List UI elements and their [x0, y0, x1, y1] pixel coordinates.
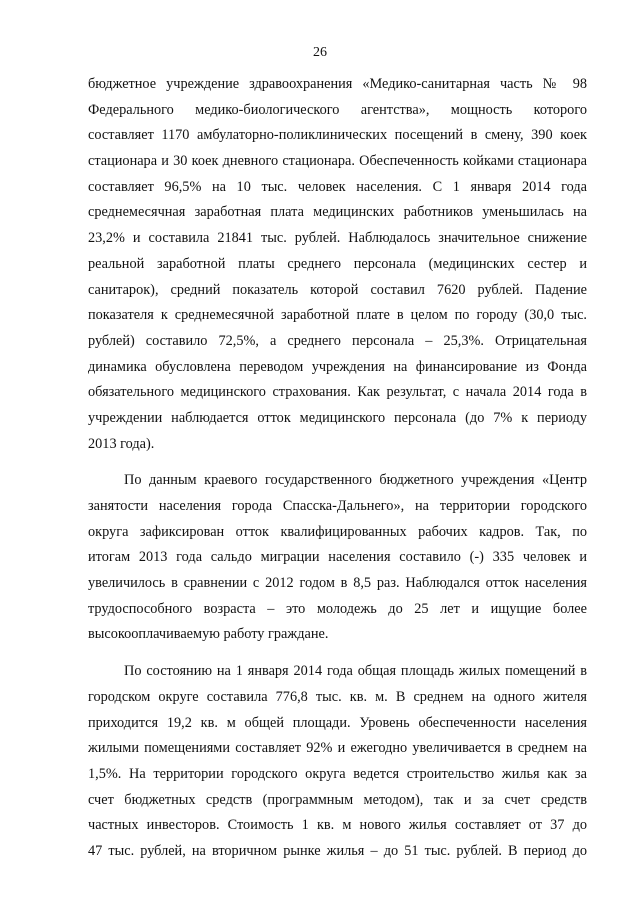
text-line: 2013 года).	[88, 435, 155, 452]
paragraph-employment-center	[88, 468, 587, 648]
text-line: итогам 2013 года сальдо миграции населения составило (-) 335 человек и	[88, 549, 587, 566]
text-line: обязательного медицинского страхования. Как результат, с начала 2014 года в	[88, 384, 587, 401]
text-line: жилыми помещениями составляет 92% и ежегодно увеличивается в среднем на	[88, 740, 587, 757]
text-line: составляет 96,5% на 10 тыс. человек населения. С 1 января 2014 года	[88, 178, 587, 195]
text-line: динамика обусловлена переводом учреждения на финансирование из Фонда	[88, 358, 587, 375]
text-line: реальной заработной платы среднего персонала (медицинских сестер и	[88, 255, 587, 272]
text-line: городском округе составила 776,8 тыс. кв. м. В среднем на одного жителя	[88, 688, 587, 705]
text-line: увеличилось в сравнении с 2012 годом в 8,5 раз. Наблюдался отток населения	[88, 575, 587, 592]
body-text	[88, 72, 587, 865]
text-line: высокооплачиваемую работу граждане.	[88, 626, 329, 643]
text-line: 1,5%. На территории городского округа ведется строительство жилья как за	[88, 765, 587, 782]
text-line: составляет 1170 амбулаторно-поликлинических посещений в смену, 390 коек	[88, 127, 587, 144]
text-line: округа зафиксирован отток квалифицированных рабочих кадров. Так, по	[88, 523, 587, 540]
text-line: Федерального медико-биологического агентства», мощность которого	[88, 101, 587, 118]
text-line: приходится 19,2 кв. м общей площади. Уровень обеспеченности населения	[88, 714, 587, 731]
text-line: стационара и 30 коек дневного стационара. Обеспеченность койками стационара	[88, 153, 587, 170]
paragraph-gap	[88, 648, 587, 659]
page-number: 26	[313, 45, 327, 60]
paragraph-housing	[88, 659, 587, 865]
text-line: среднемесячная заработная плата медицинских работников уменьшилась на	[88, 204, 587, 221]
text-line: бюджетное учреждение здравоохранения «Медико-санитарная часть № 98	[88, 76, 587, 92]
text-line: занятости населения города Спасска-Дальнего», на территории городского	[88, 498, 587, 514]
text-line: частных инвесторов. Стоимость 1 кв. м нового жилья составляет от 37 до	[88, 817, 587, 834]
text-line: счет бюджетных средств (программным методом), так и за счет средств	[88, 791, 587, 808]
text-line: трудоспособного возраста – это молодежь до 25 лет и ищущие более	[88, 600, 587, 617]
text-line: 47 тыс. рублей, на вторичном рынке жилья – до 51 тыс. рублей. В период до	[88, 842, 587, 859]
text-line: По данным краевого государственного бюджетного учреждения «Центр	[124, 472, 587, 489]
text-line: учреждении наблюдается отток медицинского персонала (до 7% к периоду	[88, 409, 587, 426]
text-line: По состоянию на 1 января 2014 года общая площадь жилых помещений в	[124, 663, 587, 680]
text-line: рублей) составило 72,5%, а среднего персонала – 25,3%. Отрицательная	[88, 332, 587, 349]
text-line: санитарок), средний показатель которой составил 7620 рублей. Падение	[88, 281, 587, 298]
text-line: 23,2% и составила 21841 тыс. рублей. Наблюдалось значительное снижение	[88, 230, 587, 247]
text-line: показателя к среднемесячной заработной плате в целом по городу (30,0 тыс.	[88, 307, 587, 324]
paragraph-gap	[88, 457, 587, 468]
paragraph-medical-unit	[88, 72, 587, 457]
